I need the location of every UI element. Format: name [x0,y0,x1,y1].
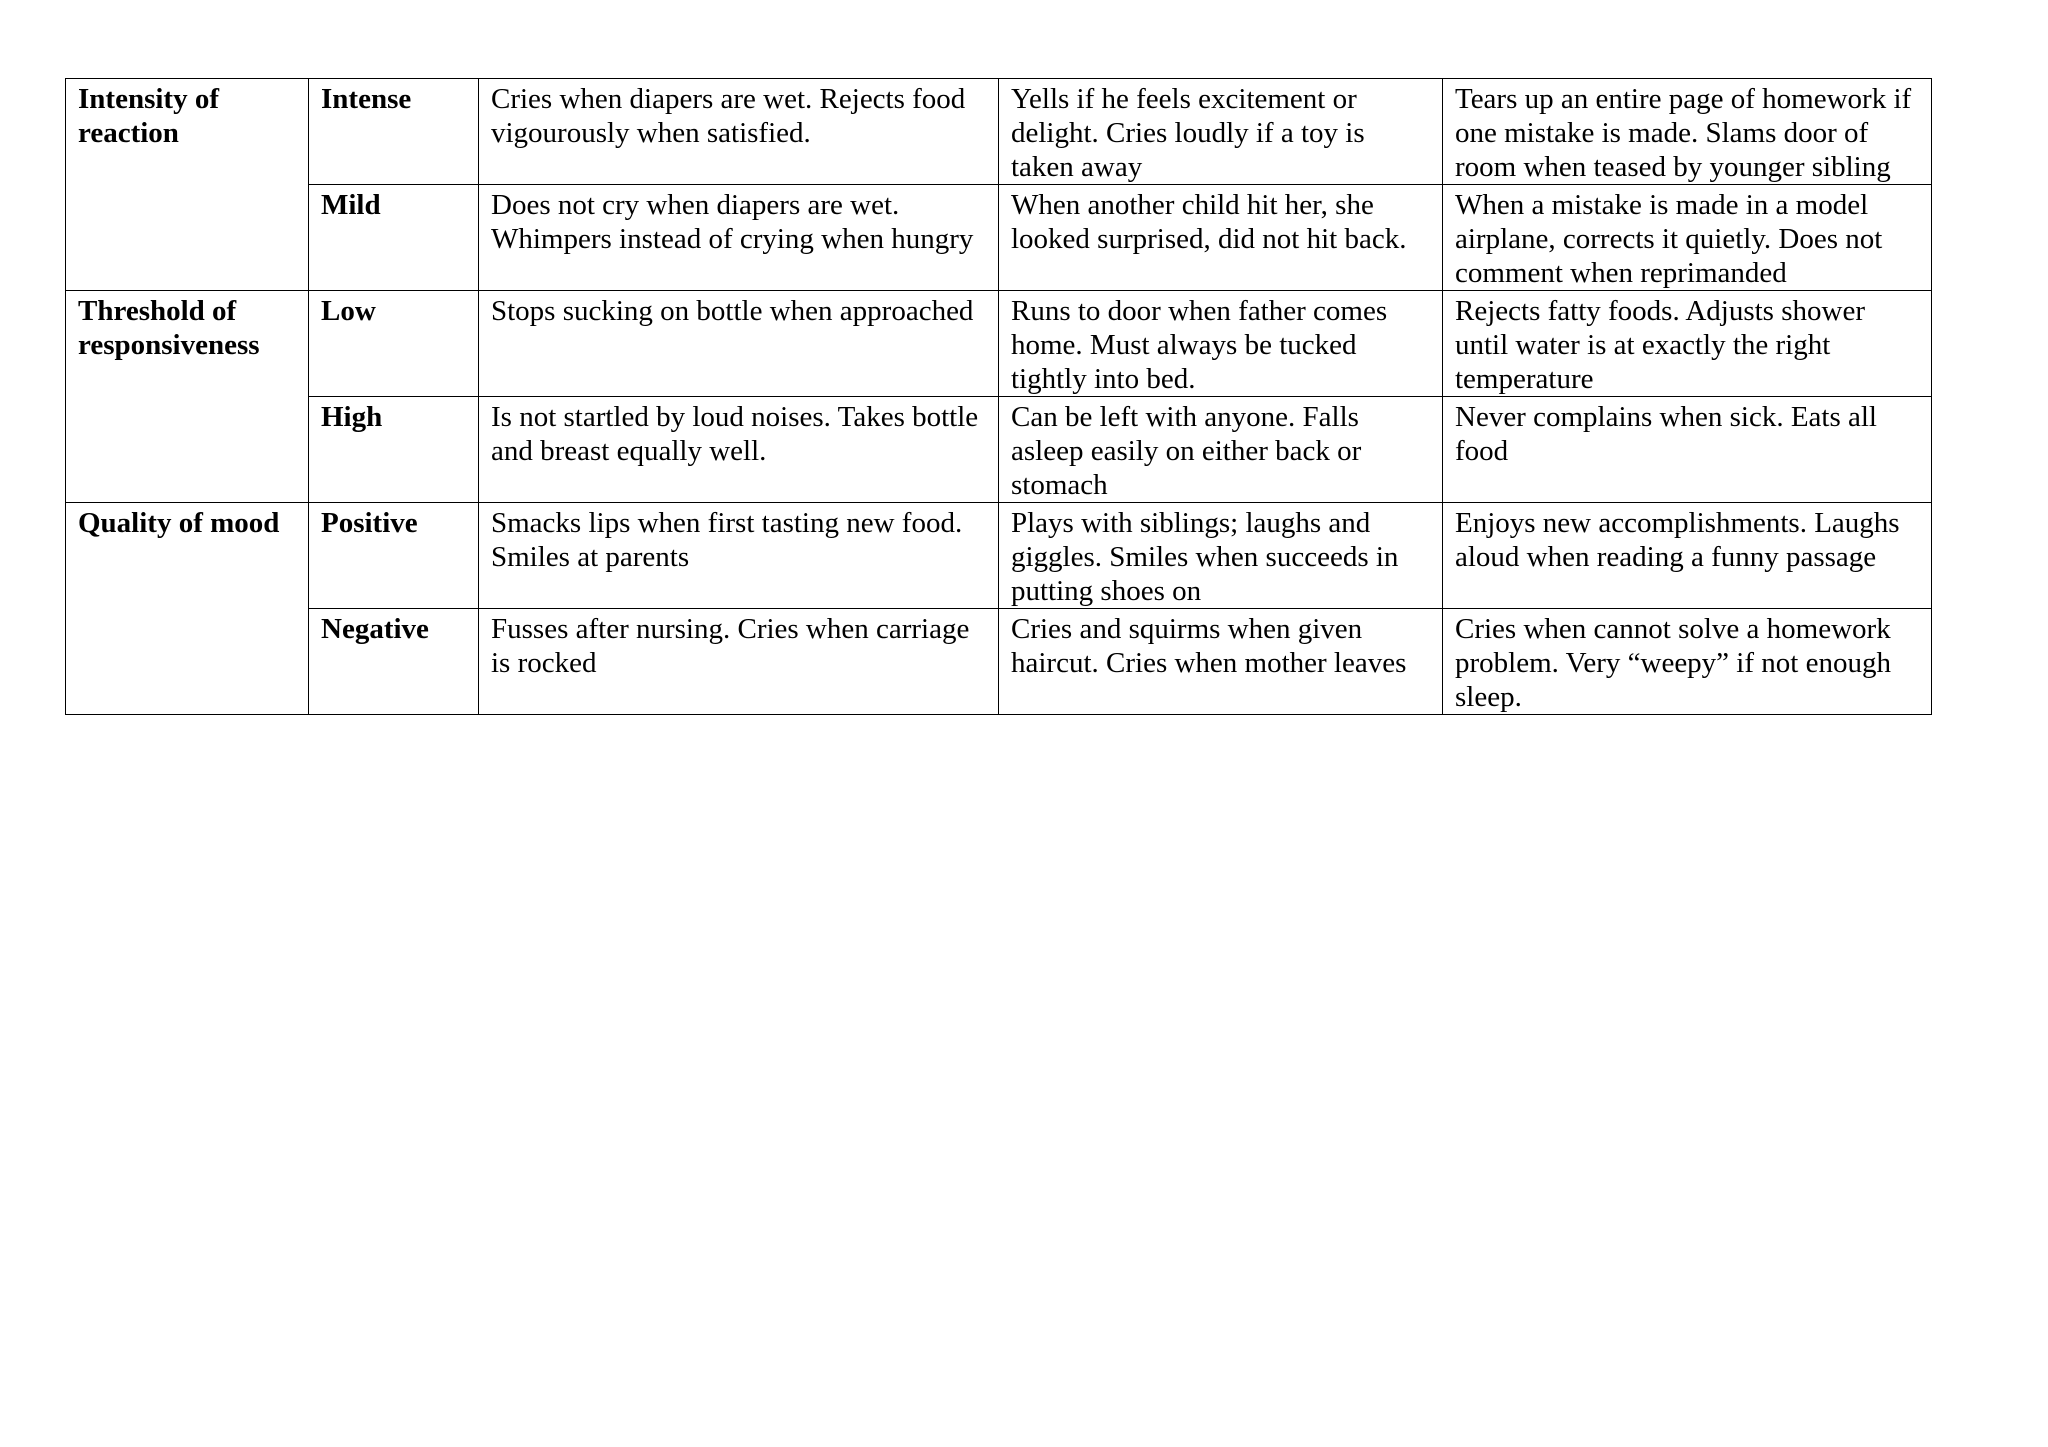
example-cell: Cries when cannot solve a homework problem. Very “weepy” if not enough sleep. [1443,609,1932,715]
level-cell: Low [309,291,479,397]
level-cell: Intense [309,79,479,185]
example-cell: Cries and squirms when given haircut. Cries when mother leaves [999,609,1443,715]
example-cell: Can be left with anyone. Falls asleep easily on either back or stomach [999,397,1443,503]
category-cell: Quality of mood [66,503,309,715]
example-cell: When another child hit her, she looked surprised, did not hit back. [999,185,1443,291]
example-cell: Does not cry when diapers are wet. Whimpers instead of crying when hungry [479,185,999,291]
category-cell: Intensity of reaction [66,79,309,291]
table-row [66,397,1932,503]
example-cell: Yells if he feels excitement or delight. Cries loudly if a toy is taken away [999,79,1443,185]
table-row [66,503,1932,609]
level-cell: Mild [309,185,479,291]
example-cell: Never complains when sick. Eats all food [1443,397,1932,503]
example-cell: Smacks lips when first tasting new food. Smiles at parents [479,503,999,609]
example-cell: Plays with siblings; laughs and giggles. Smiles when succeeds in putting shoes on [999,503,1443,609]
example-cell: Enjoys new accomplishments. Laughs aloud when reading a funny passage [1443,503,1932,609]
example-cell: Stops sucking on bottle when approached [479,291,999,397]
table-row [66,185,1932,291]
example-cell: Rejects fatty foods. Adjusts shower until water is at exactly the right temperature [1443,291,1932,397]
table-row [66,291,1932,397]
example-cell: Cries when diapers are wet. Rejects food vigourously when satisfied. [479,79,999,185]
example-cell: When a mistake is made in a model airplane, corrects it quietly. Does not comment when reprimanded [1443,185,1932,291]
example-cell: Runs to door when father comes home. Must always be tucked tightly into bed. [999,291,1443,397]
table-row [66,609,1932,715]
example-cell: Fusses after nursing. Cries when carriage is rocked [479,609,999,715]
example-cell: Is not startled by loud noises. Takes bottle and breast equally well. [479,397,999,503]
level-cell: High [309,397,479,503]
level-cell: Positive [309,503,479,609]
temperament-table [65,78,1932,715]
example-cell: Tears up an entire page of homework if one mistake is made. Slams door of room when teased by younger sibling [1443,79,1932,185]
level-cell: Negative [309,609,479,715]
table-row [66,79,1932,185]
category-cell: Threshold of responsiveness [66,291,309,503]
